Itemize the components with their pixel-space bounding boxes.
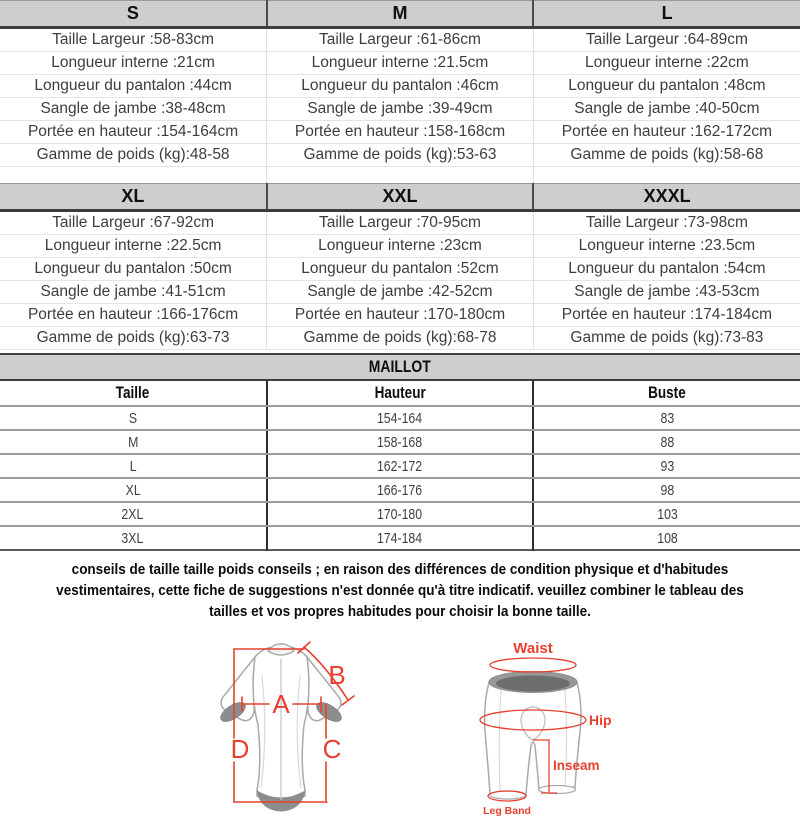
size-cell: Taille Largeur :64-89cm	[533, 28, 800, 52]
size-cell: Longueur interne :23cm	[267, 235, 534, 258]
table-row	[0, 454, 800, 478]
bib-size-table-xl	[0, 183, 800, 350]
size-cell: Sangle de jambe :41-51cm	[0, 281, 267, 304]
maillot-cell: 154-164	[267, 406, 534, 430]
maillot-cell: 103	[533, 502, 800, 526]
maillot-title	[0, 353, 800, 381]
size-cell: Portée en hauteur :166-176cm	[0, 304, 267, 327]
advice-line-2: vestimentaires, cette fiche de suggestions n'est donnée qu'à titre indicatif. veuillez combiner le tableau des	[56, 582, 744, 599]
size-cell: Portée en hauteur :170-180cm	[267, 304, 534, 327]
size-cell: Longueur du pantalon :48cm	[533, 75, 800, 98]
size-advice-text	[0, 559, 800, 622]
jersey-diagram	[198, 640, 408, 820]
size-cell: Gamme de poids (kg):58-68	[533, 144, 800, 167]
size-header-s: S	[0, 1, 267, 28]
size-cell: Longueur interne :22.5cm	[0, 235, 267, 258]
maillot-cell: 2XL	[0, 502, 267, 526]
shorts-right-leg-hem	[539, 786, 576, 794]
maillot-cell: 88	[533, 430, 800, 454]
size-cell: Gamme de poids (kg):68-78	[267, 327, 534, 350]
size-cell: Portée en hauteur :174-184cm	[533, 304, 800, 327]
size-cell: Taille Largeur :67-92cm	[0, 211, 267, 235]
size-cell: Longueur interne :22cm	[533, 52, 800, 75]
size-cell: Sangle de jambe :42-52cm	[267, 281, 534, 304]
size-cell: Gamme de poids (kg):63-73	[0, 327, 267, 350]
size-header-m: M	[267, 1, 534, 28]
table-row	[0, 502, 800, 526]
measurement-diagrams	[0, 634, 800, 834]
table-row	[0, 144, 800, 167]
size-cell: Longueur interne :21cm	[0, 52, 267, 75]
jersey-label-d: D	[230, 734, 250, 764]
shorts-label-hip: Hip	[589, 712, 612, 728]
maillot-cell: XL	[0, 478, 267, 502]
size-cell: Longueur interne :23.5cm	[533, 235, 800, 258]
shorts-label-inseam: Inseam	[553, 758, 600, 773]
table-row	[0, 211, 800, 235]
size-cell: Portée en hauteur :154-164cm	[0, 121, 267, 144]
table-row	[0, 258, 800, 281]
size-header-xxl: XXL	[267, 184, 534, 211]
size-cell: Sangle de jambe :43-53cm	[533, 281, 800, 304]
size-cell: Longueur interne :21.5cm	[267, 52, 534, 75]
size-cell: Longueur du pantalon :44cm	[0, 75, 267, 98]
maillot-cell: 166-176	[267, 478, 534, 502]
size-cell: Gamme de poids (kg):73-83	[533, 327, 800, 350]
table-row	[0, 235, 800, 258]
size-cell: Taille Largeur :73-98cm	[533, 211, 800, 235]
advice-line-3: tailles et vos propres habitudes pour choisir la bonne taille.	[209, 603, 591, 620]
maillot-cell: M	[0, 430, 267, 454]
spacer-row	[0, 167, 800, 184]
size-cell: Sangle de jambe :40-50cm	[533, 98, 800, 121]
maillot-cell: 158-168	[267, 430, 534, 454]
size-cell: Taille Largeur :61-86cm	[267, 28, 534, 52]
maillot-header-taille: Taille	[0, 381, 267, 406]
maillot-header-buste: Buste	[533, 381, 800, 406]
size-header-row	[0, 184, 800, 211]
shorts-label-waist: Waist	[513, 640, 553, 657]
maillot-size-table	[0, 381, 800, 551]
maillot-cell: L	[0, 454, 267, 478]
maillot-cell: 98	[533, 478, 800, 502]
shorts-diagram	[438, 636, 698, 826]
table-row	[0, 52, 800, 75]
table-row	[0, 430, 800, 454]
jersey-label-a: A	[272, 689, 290, 719]
jersey-label-c: C	[322, 734, 342, 764]
size-cell: Gamme de poids (kg):48-58	[0, 144, 267, 167]
maillot-title-label: MAILLOT	[369, 357, 431, 376]
table-row	[0, 281, 800, 304]
size-cell: Taille Largeur :70-95cm	[267, 211, 534, 235]
size-cell: Longueur du pantalon :46cm	[267, 75, 534, 98]
size-cell: Sangle de jambe :38-48cm	[0, 98, 267, 121]
size-header-xxxl: XXXL	[533, 184, 800, 211]
jersey-label-b: B	[328, 660, 346, 690]
maillot-cell: 83	[533, 406, 800, 430]
maillot-cell: S	[0, 406, 267, 430]
maillot-header-hauteur: Hauteur	[267, 381, 534, 406]
table-row	[0, 304, 800, 327]
maillot-cell: 3XL	[0, 526, 267, 550]
table-row	[0, 75, 800, 98]
table-row	[0, 28, 800, 52]
size-cell: Longueur du pantalon :54cm	[533, 258, 800, 281]
table-row	[0, 478, 800, 502]
size-cell: Longueur du pantalon :52cm	[267, 258, 534, 281]
table-row	[0, 121, 800, 144]
size-cell: Gamme de poids (kg):53-63	[267, 144, 534, 167]
size-cell: Longueur du pantalon :50cm	[0, 258, 267, 281]
maillot-cell: 174-184	[267, 526, 534, 550]
waist-measure-ellipse	[490, 658, 576, 672]
size-header-xl: XL	[0, 184, 267, 211]
size-header-row	[0, 1, 800, 28]
size-header-l: L	[533, 1, 800, 28]
table-row	[0, 98, 800, 121]
maillot-cell: 162-172	[267, 454, 534, 478]
shorts-waistband-inner	[496, 676, 570, 692]
size-cell: Taille Largeur :58-83cm	[0, 28, 267, 52]
shorts-label-legband: Leg Band	[483, 805, 531, 817]
measure-tick-b-bottom	[342, 696, 354, 705]
advice-line-1: conseils de taille taille poids conseils ; en raison des différences de condition physique et d'habitudes	[71, 561, 729, 578]
bib-size-table-sml	[0, 0, 800, 183]
size-cell: Sangle de jambe :39-49cm	[267, 98, 534, 121]
maillot-cell: 108	[533, 526, 800, 550]
table-row	[0, 406, 800, 430]
maillot-cell: 93	[533, 454, 800, 478]
size-cell: Portée en hauteur :158-168cm	[267, 121, 534, 144]
maillot-header-row	[0, 381, 800, 406]
maillot-cell: 170-180	[267, 502, 534, 526]
table-row	[0, 327, 800, 350]
table-row	[0, 526, 800, 550]
size-cell: Portée en hauteur :162-172cm	[533, 121, 800, 144]
